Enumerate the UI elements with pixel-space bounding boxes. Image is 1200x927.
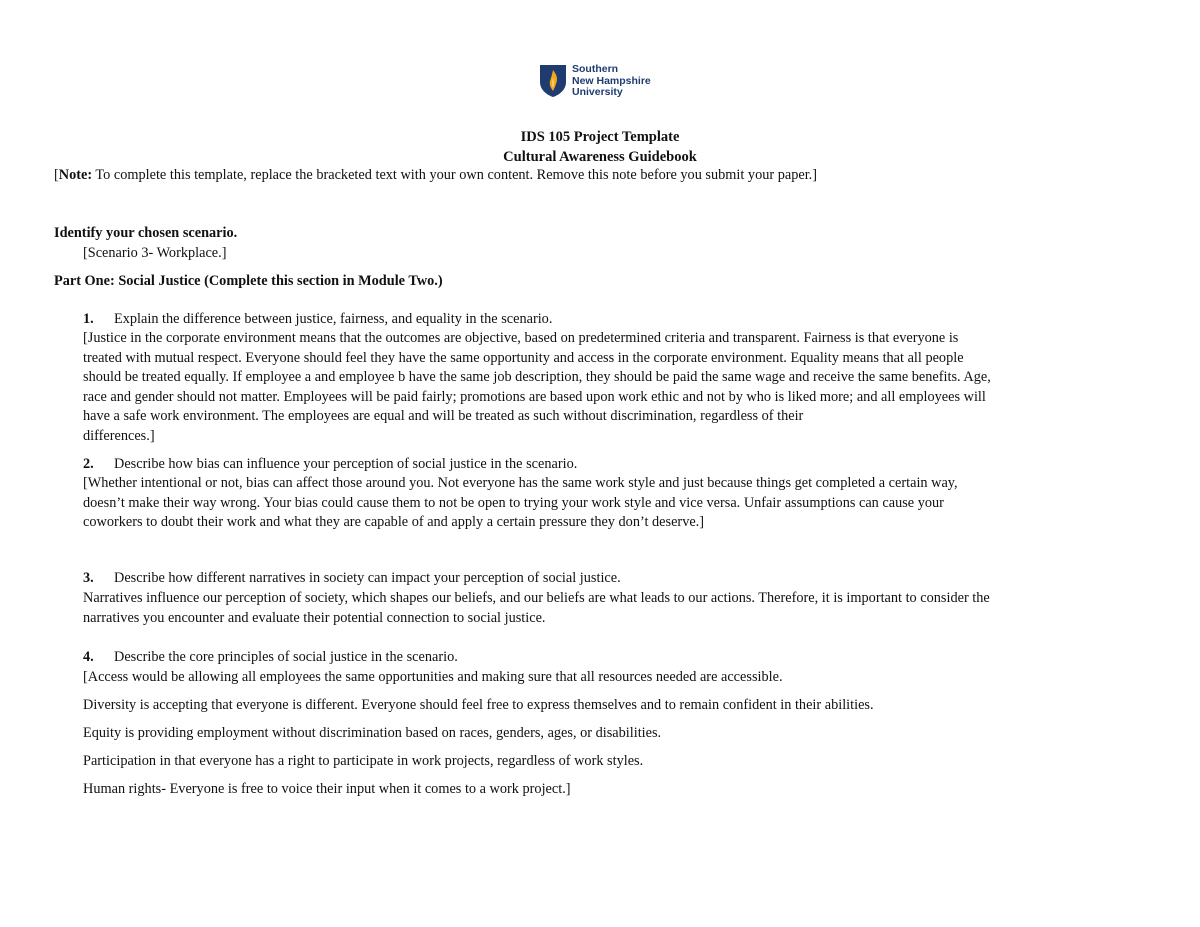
note-label: Note:	[58, 167, 93, 183]
answer-4	[83, 668, 1148, 688]
note-text: To complete this template, replace the bracketed text with your own content. Remove this note before you submit your paper.]	[92, 167, 817, 183]
question-number: 1.	[83, 311, 94, 327]
university-logo	[539, 64, 651, 99]
answer-line: [Justice in the corporate environment means that the outcomes are objective, based on predetermined criteria and transparent. Fairness is that everyone is	[83, 330, 959, 346]
scenario-heading: Identify your chosen scenario.	[54, 225, 238, 241]
answer-line: differences.]	[83, 427, 155, 444]
answer-line: should be treated equally. If employee a and employee b have the same job description, they should be paid the same wage and receive the same benefits. Age,	[83, 369, 991, 385]
question-3	[83, 569, 621, 589]
principle-paragraph: Human rights- Everyone is free to voice their input when it comes to a work project.]	[83, 781, 571, 797]
flame-shield-icon	[539, 64, 567, 98]
part-one-heading: Part One: Social Justice (Complete this section in Module Two.)	[54, 273, 443, 289]
question-text: Explain the difference between justice, fairness, and equality in the scenario.	[114, 311, 553, 327]
principle-paragraph: Diversity is accepting that everyone is different. Everyone should feel free to express themselves and to remain confident in their abilities.	[83, 697, 874, 713]
answer-line: coworkers to doubt their work and what they are capable of and apply a certain pressure they don’t deserve.]	[83, 514, 705, 530]
principle-paragraph: Equity is providing employment without discrimination based on races, genders, ages, or disabilities.	[83, 725, 662, 741]
question-number: 4.	[83, 649, 94, 665]
document-title	[0, 127, 1200, 167]
logo-wordmark: Southern New Hampshire University	[572, 63, 651, 98]
question-text: Describe the core principles of social justice in the scenario.	[114, 649, 458, 665]
answer-line: narratives you encounter and evaluate their potential connection to social justice.	[83, 609, 546, 626]
answer-line: Narratives influence our perception of society, which shapes our beliefs, and our beliefs are what leads to our actions. Therefore, it is important to consider the	[83, 590, 990, 606]
principle-paragraph: Participation in that everyone has a right to participate in work projects, regardless of work styles.	[83, 753, 644, 769]
note-open-bracket: [	[54, 167, 59, 183]
scenario-answer: [Scenario 3- Workplace.]	[83, 245, 227, 261]
answer-3	[83, 589, 1148, 628]
template-note	[54, 166, 817, 186]
question-2	[83, 455, 577, 475]
question-text: Describe how different narratives in society can impact your perception of social justice.	[114, 570, 621, 586]
question-text: Describe how bias can influence your perception of social justice in the scenario.	[114, 456, 578, 472]
answer-line: [Access would be allowing all employees the same opportunities and making sure that all resources needed are accessible.	[83, 669, 783, 685]
question-number: 3.	[83, 570, 94, 586]
question-4	[83, 648, 458, 668]
answer-1	[83, 329, 1148, 446]
answer-line: race and gender should not matter. Employees will be paid fairly; promotions are based upon work ethic and not by who is liked more; and all employees will	[83, 388, 986, 405]
answer-line: have a safe work environment. The employees are equal and will be treated as such without discrimination, regardless of their	[83, 408, 804, 424]
answer-line: [Whether intentional or not, bias can affect those around you. Not everyone has the same work style and just because things get completed a certain way,	[83, 475, 958, 491]
answer-line: treated with mutual respect. Everyone should feel they have the same opportunity and access in the corporate environment. Equality means that all people	[83, 349, 964, 366]
question-1	[83, 310, 552, 330]
answer-line: doesn’t make their way wrong. Your bias could cause them to not be open to trying your work style and vice versa. Unfair assumptions can cause your	[83, 494, 944, 511]
question-number: 2.	[83, 456, 94, 472]
title-line-2: Cultural Awareness Guidebook	[503, 149, 697, 165]
title-line-1: IDS 105 Project Template	[520, 129, 680, 145]
answer-2	[83, 474, 1148, 533]
